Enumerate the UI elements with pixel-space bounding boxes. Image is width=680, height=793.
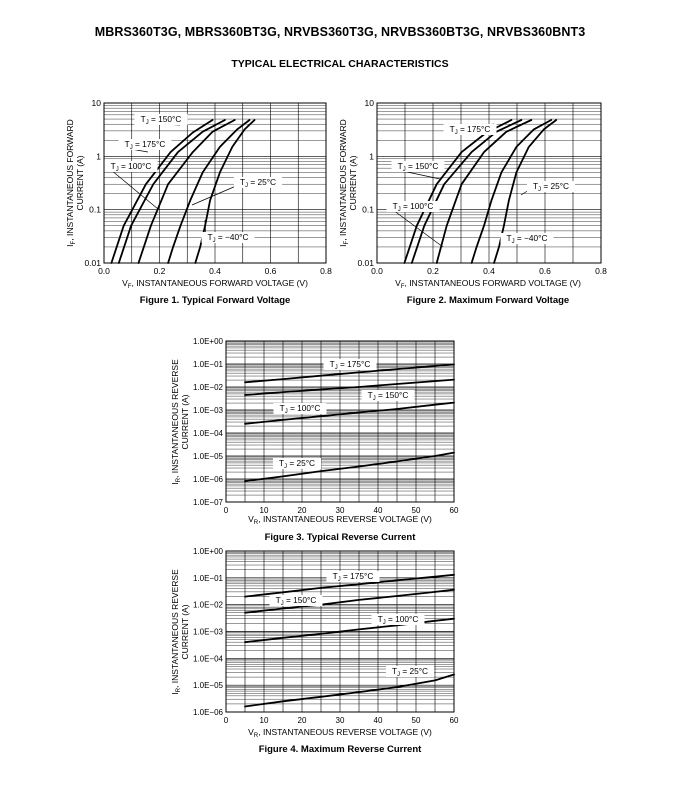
fig1-x-tick-label: 0.6 bbox=[264, 266, 277, 276]
fig3-x-tick-label: 0 bbox=[223, 506, 229, 515]
fig4-x-tick-label: 60 bbox=[449, 716, 459, 725]
fig4-curve-label: $T_J = 150^\circ C$ bbox=[275, 595, 317, 608]
fig1-y-tick-label: 10 bbox=[91, 98, 101, 108]
fig4-y-tick-label: 1.0E−01 bbox=[192, 573, 223, 583]
fig2-y-tick-label: 1 bbox=[369, 151, 374, 162]
fig1-curve-label: $T_J = -40^\circ C$ bbox=[207, 232, 249, 245]
fig4-x-tick-label: 0 bbox=[223, 716, 229, 725]
fig3-x-tick-label: 60 bbox=[449, 506, 459, 515]
fig4-y-tick-label: 1.0E−02 bbox=[192, 600, 223, 610]
fig2-x-tick-label: 0.2 bbox=[427, 266, 439, 276]
fig3-x-tick-label: 50 bbox=[411, 506, 421, 515]
fig2-curve-label: $T_J = 175^\circ C$ bbox=[449, 124, 491, 137]
fig1-curve-label: $T_J = 100^\circ C$ bbox=[110, 161, 152, 174]
fig1-y-tick-label: 0.01 bbox=[84, 258, 101, 268]
fig3-y-tick-label: 1.0E−05 bbox=[192, 452, 223, 461]
fig3-y-axis-label-line1: $I_R$, INSTANTANEOUS REVERSE bbox=[170, 359, 183, 485]
fig1-curve-label: $T_J = 150^\circ C$ bbox=[140, 114, 182, 127]
section-title: TYPICAL ELECTRICAL CHARACTERISTICS bbox=[231, 58, 449, 70]
fig2-y-tick-label: 10 bbox=[364, 98, 374, 108]
fig3-y-tick-label: 1.0E−04 bbox=[192, 429, 223, 438]
fig3-y-tick-label: 1.0E−02 bbox=[192, 383, 223, 392]
fig2-y-axis-label-line1: $I_F$, INSTANTANEOUS FORWARD bbox=[338, 119, 351, 247]
fig4-y-tick-label: 1.0E−06 bbox=[192, 708, 223, 717]
fig2-curve-label: $T_J = 150^\circ C$ bbox=[397, 161, 439, 174]
fig4-curve-label: $T_J = 25^\circ C$ bbox=[391, 666, 429, 679]
fig2-curve-label: $T_J = 25^\circ C$ bbox=[532, 181, 570, 194]
fig1-caption: Figure 1. Typical Forward Voltage bbox=[139, 295, 291, 306]
fig3-curve-label: $T_J = 175^\circ C$ bbox=[329, 359, 371, 372]
fig4-x-axis-label: $V_R$, INSTANTANEOUS REVERSE VOLTAGE (V) bbox=[248, 727, 432, 740]
fig1-x-axis-label: $V_F$, INSTANTANEOUS FORWARD VOLTAGE (V) bbox=[122, 278, 308, 291]
fig4-x-tick-label: 50 bbox=[411, 716, 421, 725]
fig2-caption: Figure 2. Maximum Forward Voltage bbox=[406, 295, 570, 306]
fig2-y-tick-label: 0.1 bbox=[362, 204, 374, 215]
fig4-x-tick-label: 20 bbox=[297, 716, 307, 725]
fig3-x-tick-label: 40 bbox=[373, 506, 383, 515]
fig3-x-axis-label: $V_R$, INSTANTANEOUS REVERSE VOLTAGE (V) bbox=[248, 514, 432, 527]
fig4-y-tick-label: 1.0E−04 bbox=[192, 654, 223, 664]
fig4-series-line-4 bbox=[245, 675, 454, 707]
fig3-curve-label: $T_J = 100^\circ C$ bbox=[279, 403, 321, 416]
fig3-y-tick-label: 1.0E−07 bbox=[192, 498, 223, 507]
fig4-y-tick-label: 1.0E−03 bbox=[192, 627, 223, 637]
fig4-x-tick-label: 40 bbox=[373, 716, 383, 725]
fig1-curve-label: $T_J = 25^\circ C$ bbox=[239, 177, 277, 190]
fig4-y-tick-label: 1.0E+00 bbox=[192, 547, 223, 556]
fig3-y-tick-label: 1.0E−03 bbox=[192, 406, 223, 415]
fig1-y-axis-label-line1: $I_F$, INSTANTANEOUS FORWARD bbox=[65, 119, 78, 247]
fig2-x-axis-label: $V_F$, INSTANTANEOUS FORWARD VOLTAGE (V) bbox=[395, 278, 581, 291]
fig3-y-tick-label: 1.0E+00 bbox=[192, 337, 223, 346]
fig3-y-tick-label: 1.0E−06 bbox=[192, 475, 223, 484]
fig4-curve-label: $T_J = 175^\circ C$ bbox=[332, 571, 374, 584]
fig2-x-tick-label: 0.4 bbox=[483, 266, 495, 276]
fig2-x-tick-label: 0.8 bbox=[595, 266, 607, 276]
fig3-curve-label: $T_J = 25^\circ C$ bbox=[278, 458, 316, 471]
fig4-caption: Figure 4. Maximum Reverse Current bbox=[258, 744, 422, 755]
fig1-curve-label: $T_J = 175^\circ C$ bbox=[124, 139, 166, 152]
fig2-curve-label: $T_J = -40^\circ C$ bbox=[506, 233, 548, 246]
fig4-curve-label: $T_J = 100^\circ C$ bbox=[377, 614, 419, 627]
fig1-y-axis-label-line2: CURRENT (A) bbox=[75, 155, 85, 211]
fig1-y-tick-label: 1 bbox=[96, 151, 101, 162]
fig1-x-tick-label: 0.8 bbox=[320, 266, 332, 276]
fig1-x-tick-label: 0.0 bbox=[98, 266, 110, 276]
fig2-x-tick-label: 0.0 bbox=[371, 266, 383, 276]
fig1-x-tick-label: 0.2 bbox=[153, 266, 166, 276]
fig1-x-tick-label: 0.4 bbox=[209, 266, 221, 276]
fig4-x-tick-label: 30 bbox=[335, 716, 345, 725]
fig4-x-tick-label: 10 bbox=[259, 716, 269, 725]
fig4-y-axis-label bbox=[170, 569, 190, 695]
fig3-x-tick-label: 10 bbox=[259, 506, 269, 515]
fig2-y-tick-label: 0.01 bbox=[357, 258, 374, 268]
fig3-caption: Figure 3. Typical Reverse Current bbox=[264, 532, 416, 543]
fig2-y-axis-label-line2: CURRENT (A) bbox=[348, 155, 358, 211]
page-title: MBRS360T3G, MBRS360BT3G, NRVBS360T3G, NRVBS360BT3G, NRVBS360BNT3 bbox=[94, 25, 586, 39]
fig1-y-tick-label: 0.1 bbox=[89, 204, 101, 215]
fig4-y-tick-label: 1.0E−05 bbox=[192, 681, 223, 691]
fig3-x-tick-label: 20 bbox=[297, 506, 307, 515]
fig4-y-axis-label-line2: CURRENT (A) bbox=[180, 604, 190, 660]
fig3-y-tick-label: 1.0E−01 bbox=[192, 360, 223, 369]
fig2-curve-label: $T_J = 100^\circ C$ bbox=[392, 201, 434, 214]
fig3-y-axis-label-line2: CURRENT (A) bbox=[180, 394, 190, 450]
fig4-y-axis-label-line1: $I_R$, INSTANTANEOUS REVERSE bbox=[170, 569, 183, 695]
fig3-x-tick-label: 30 bbox=[335, 506, 345, 515]
fig2-x-tick-label: 0.6 bbox=[539, 266, 551, 276]
fig3-curve-label: $T_J = 150^\circ C$ bbox=[367, 390, 409, 403]
